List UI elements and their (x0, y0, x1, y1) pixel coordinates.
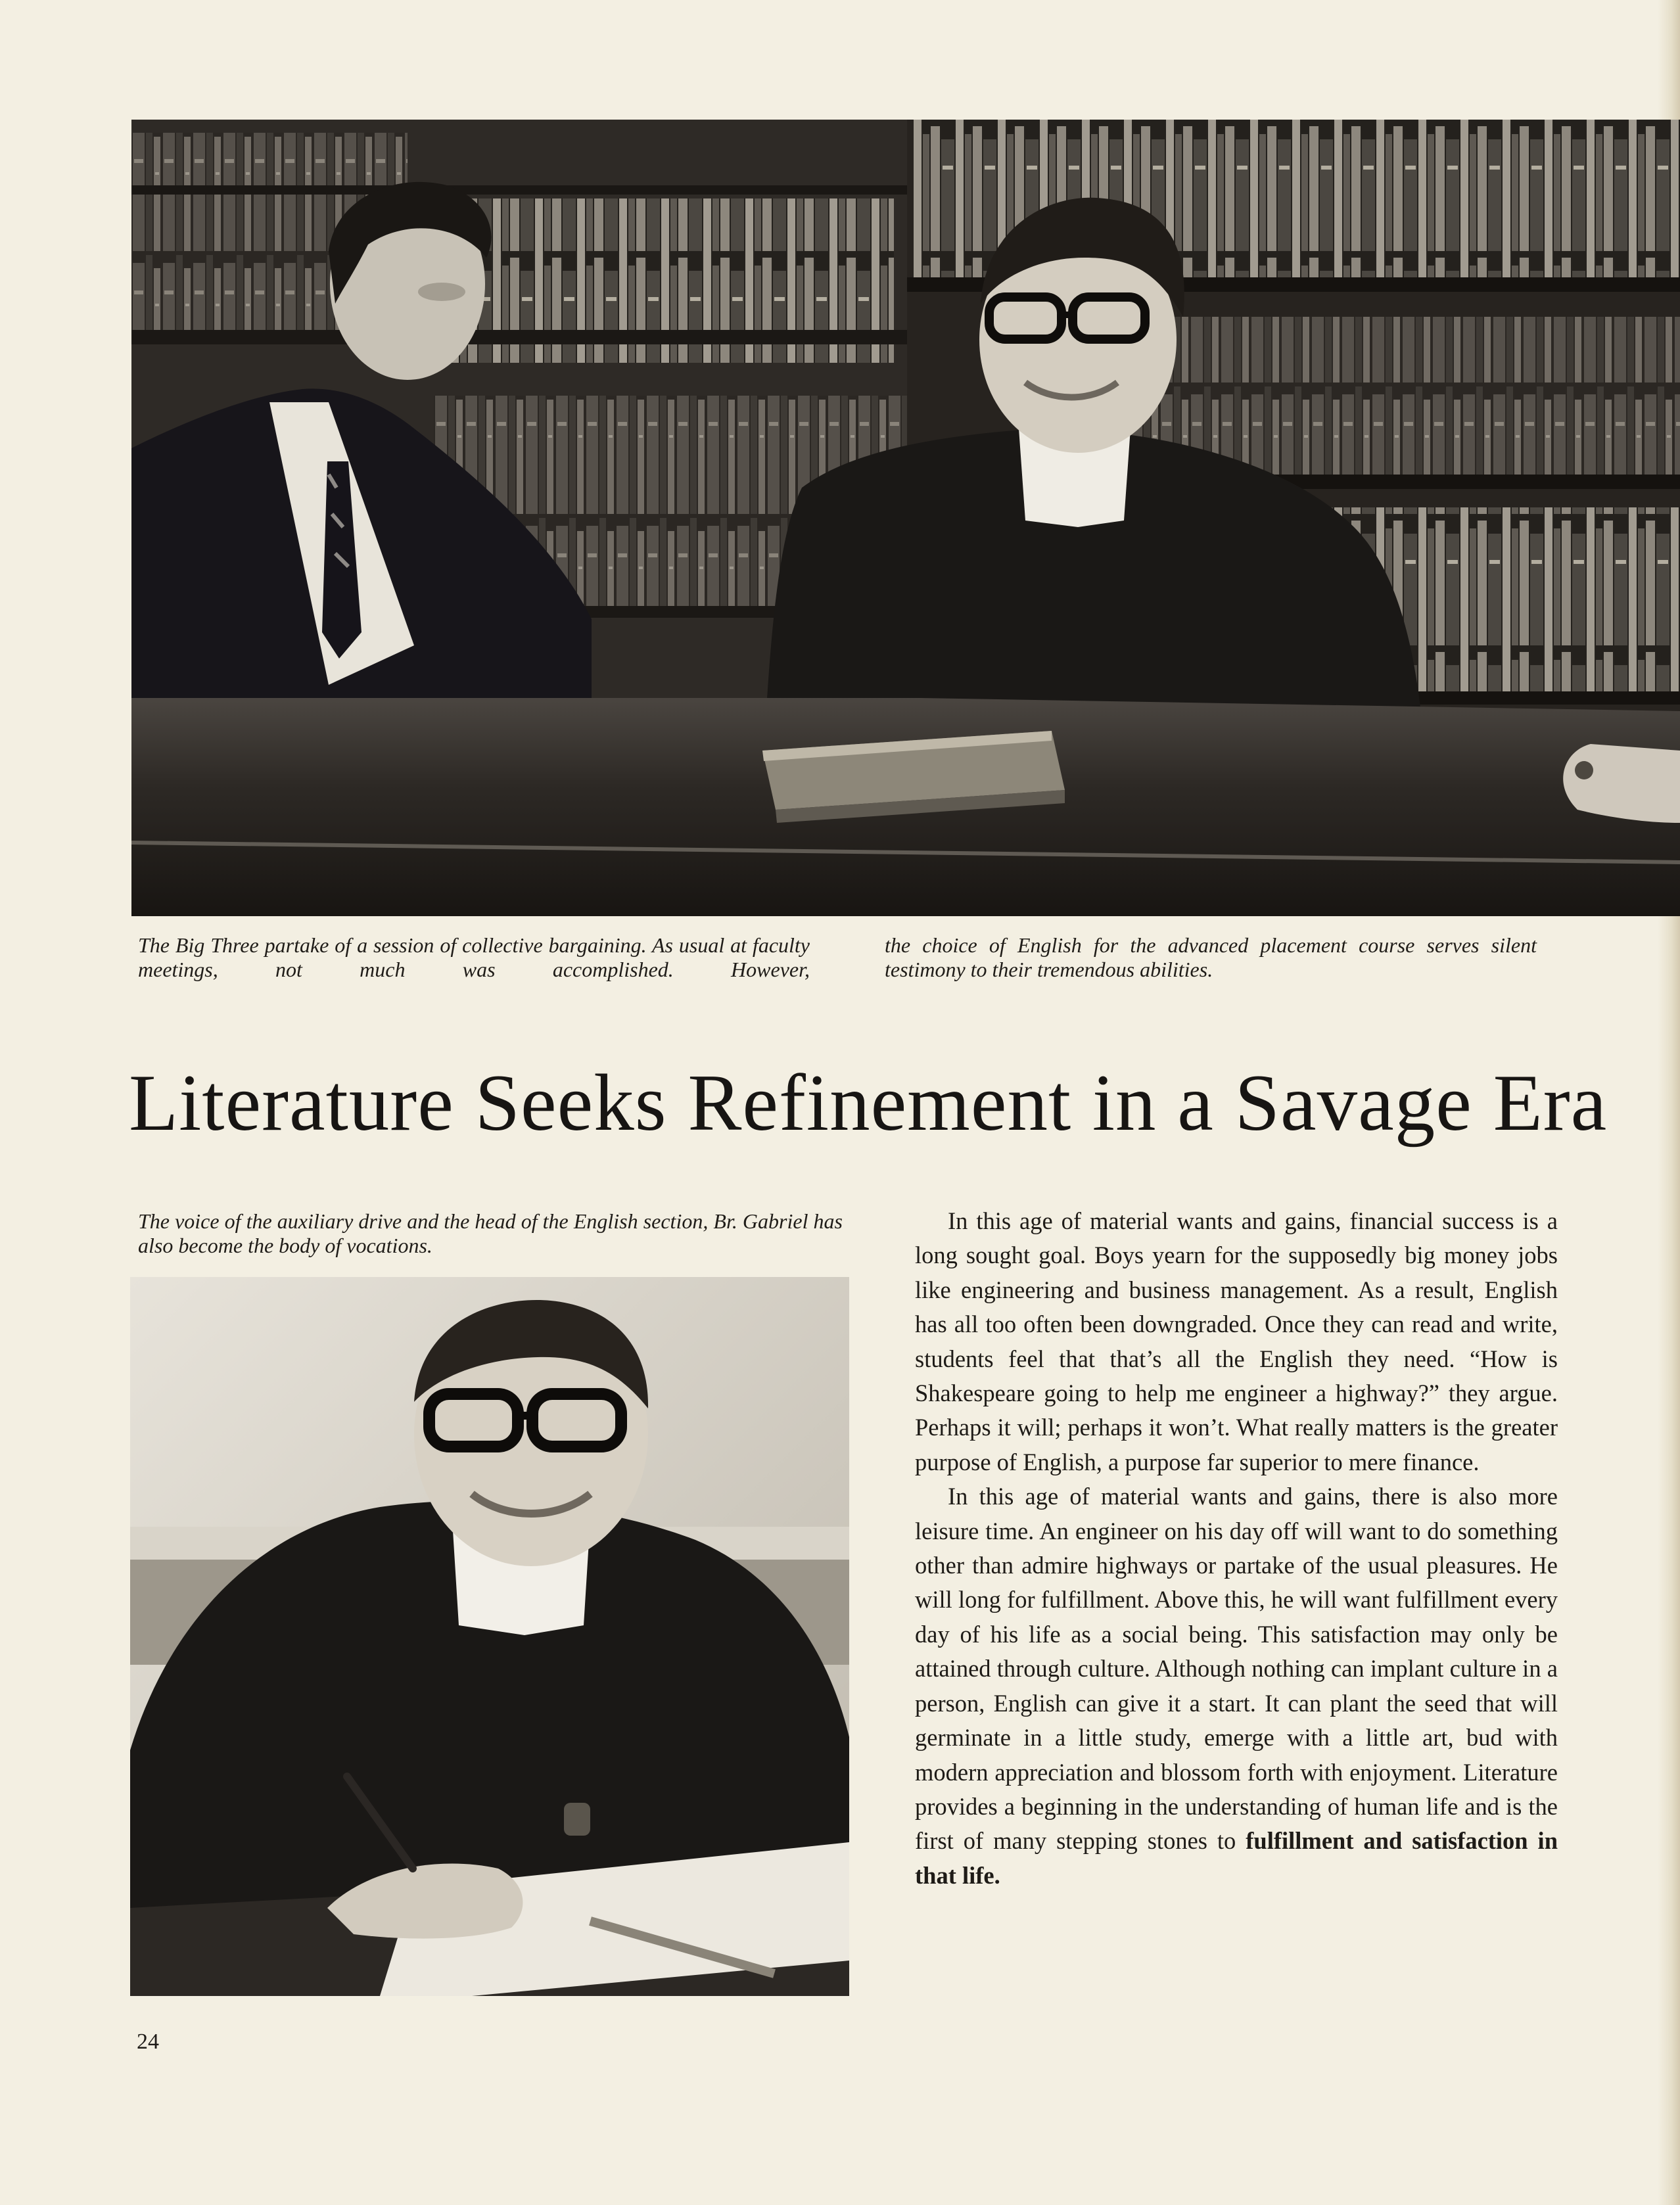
br-gabriel-portrait-art (130, 1277, 849, 1996)
faculty-library-photo (131, 120, 1680, 916)
article-body (915, 1204, 1558, 1893)
article-paragraph-2-text: In this age of material wants and gains, there is also more leisure time. An engineer on his day off will want to do something other than admire highways or partake of the usual pleasures. He will long for fulfillment. Above this, he will want fulfillment every day of his life as a social being. This satisfaction may only be attained through culture. Although nothing can implant culture in a person, English can give it a start. It can plant the seed that will germinate in a little study, emerge with a little art, bud with modern appreciation and blossom forth with enjoyment. Literature provides a beginning in the understanding of human life and is the first of many stepping stones to (915, 1483, 1558, 1855)
caption-top-left: The Big Three partake of a session of collective bargaining. As usual at faculty meetings, not much was accomplished. However, (138, 933, 810, 981)
article-paragraph-2-end: fulfillment and satisfaction in that life. (915, 1827, 1558, 1889)
page-number: 24 (137, 2030, 159, 2054)
faculty-library-photo-art (131, 120, 1680, 916)
article-paragraph-1: In this age of material wants and gains, financial success is a long sought goal. Boys yearn for the supposedly big money jobs like engineering and business management. As a result, English has all too often been downgraded. Once they can read and write, students feel that that’s all the English they need. “How is Shakespeare going to help me engineer a highway?” they argue. Perhaps it will; perhaps it won’t. What really matters is the greater purpose of English, a purpose far superior to mere finance. (915, 1207, 1558, 1475)
br-gabriel-portrait-photo (130, 1277, 849, 1996)
caption-top-right: the choice of English for the advanced placement course serves silent testimony to their tremendous abilities. (885, 933, 1537, 981)
caption-bottom: The voice of the auxiliary drive and the head of the English section, Br. Gabriel has also become the body of vocations. (138, 1209, 843, 1257)
article-paragraph-2 (915, 1479, 1558, 1893)
headline: Literature Seeks Refinement in a Savage Era (129, 1057, 1608, 1148)
